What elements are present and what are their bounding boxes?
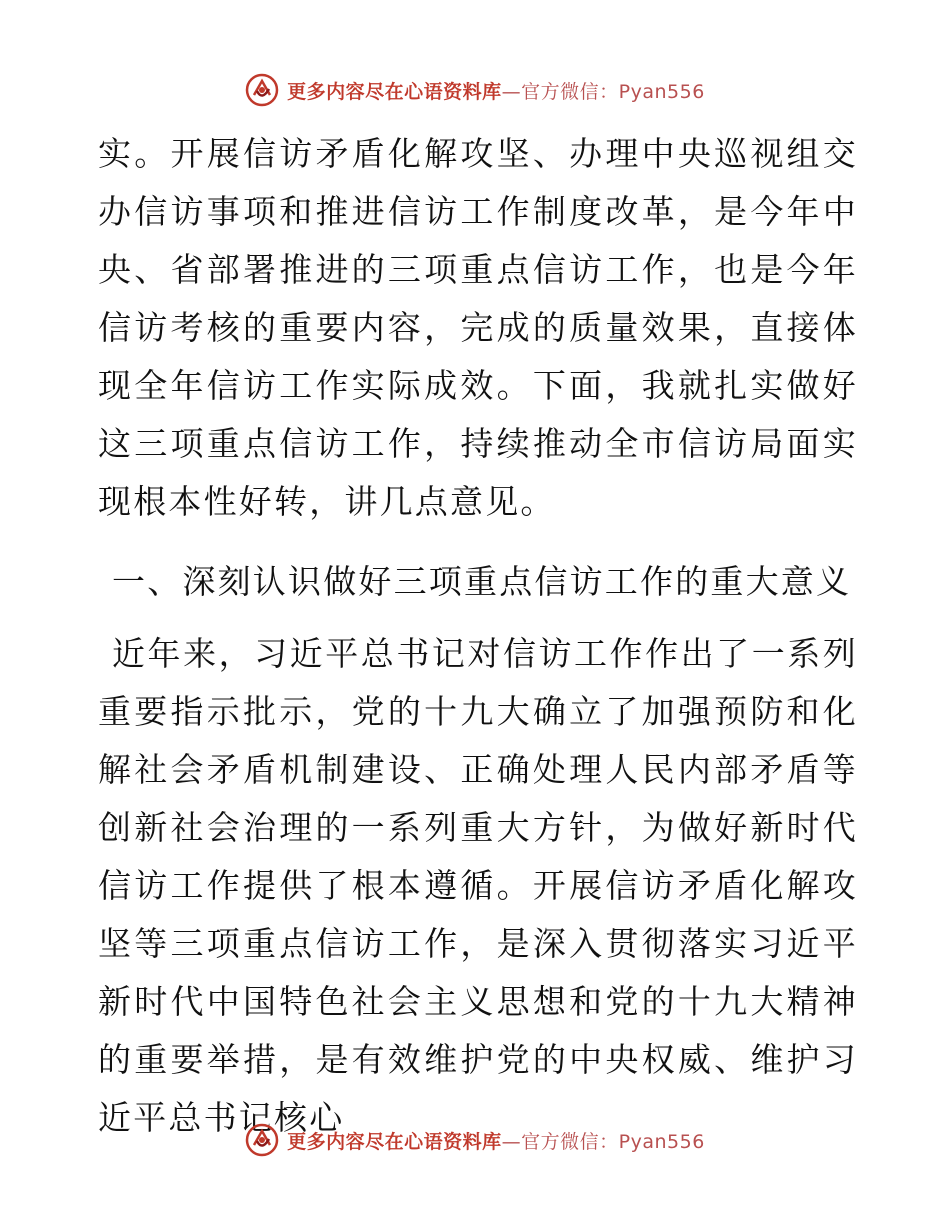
document-body — [98, 125, 858, 1147]
paragraph-body: 近年来，习近平总书记对信访工作作出了一系列重要指示批示，党的十九大确立了加强预防和化解社会矛盾机制建设、正确处理人民内部矛盾等创新社会治理的一系列重大方针，为做好新时代信访工作提供了根本遵循。开展信访矛盾化解攻坚等三项重点信访工作，是深入贯彻落实习近平新时代中国特色社会主义思想和党的十九大精神的重要举措，是有效维护党的中央权威、维护习近平总书记核心 — [98, 634, 858, 1137]
section-heading: 一、深刻认识做好三项重点信访工作的重大意义 — [112, 562, 852, 601]
header-watermark — [0, 70, 950, 110]
watermark-official: 官方微信：Pyan556 — [521, 80, 705, 103]
watermark-text — [287, 1127, 705, 1154]
paragraph-intro: 实。开展信访矛盾化解攻坚、办理中央巡视组交办信访事项和推进信访工作制度改革，是今年中央、省部署推进的三项重点信访工作，也是今年信访考核的重要内容，完成的质量效果，直接体现全年信访工作实际成效。下面，我就扎实做好这三项重点信访工作，持续推动全市信访局面实现根本性好转，讲几点意见。 — [98, 134, 858, 521]
watermark-main: 更多内容尽在心语资料库 — [287, 1130, 502, 1153]
brand-logo-icon — [245, 1123, 279, 1157]
watermark-dash: — — [501, 1130, 522, 1153]
watermark-official: 官方微信：Pyan556 — [521, 1130, 705, 1153]
watermark-dash: — — [501, 80, 522, 103]
footer-watermark — [0, 1120, 950, 1160]
watermark-text — [287, 77, 705, 104]
brand-logo-icon — [245, 73, 279, 107]
watermark-main: 更多内容尽在心语资料库 — [287, 80, 502, 103]
